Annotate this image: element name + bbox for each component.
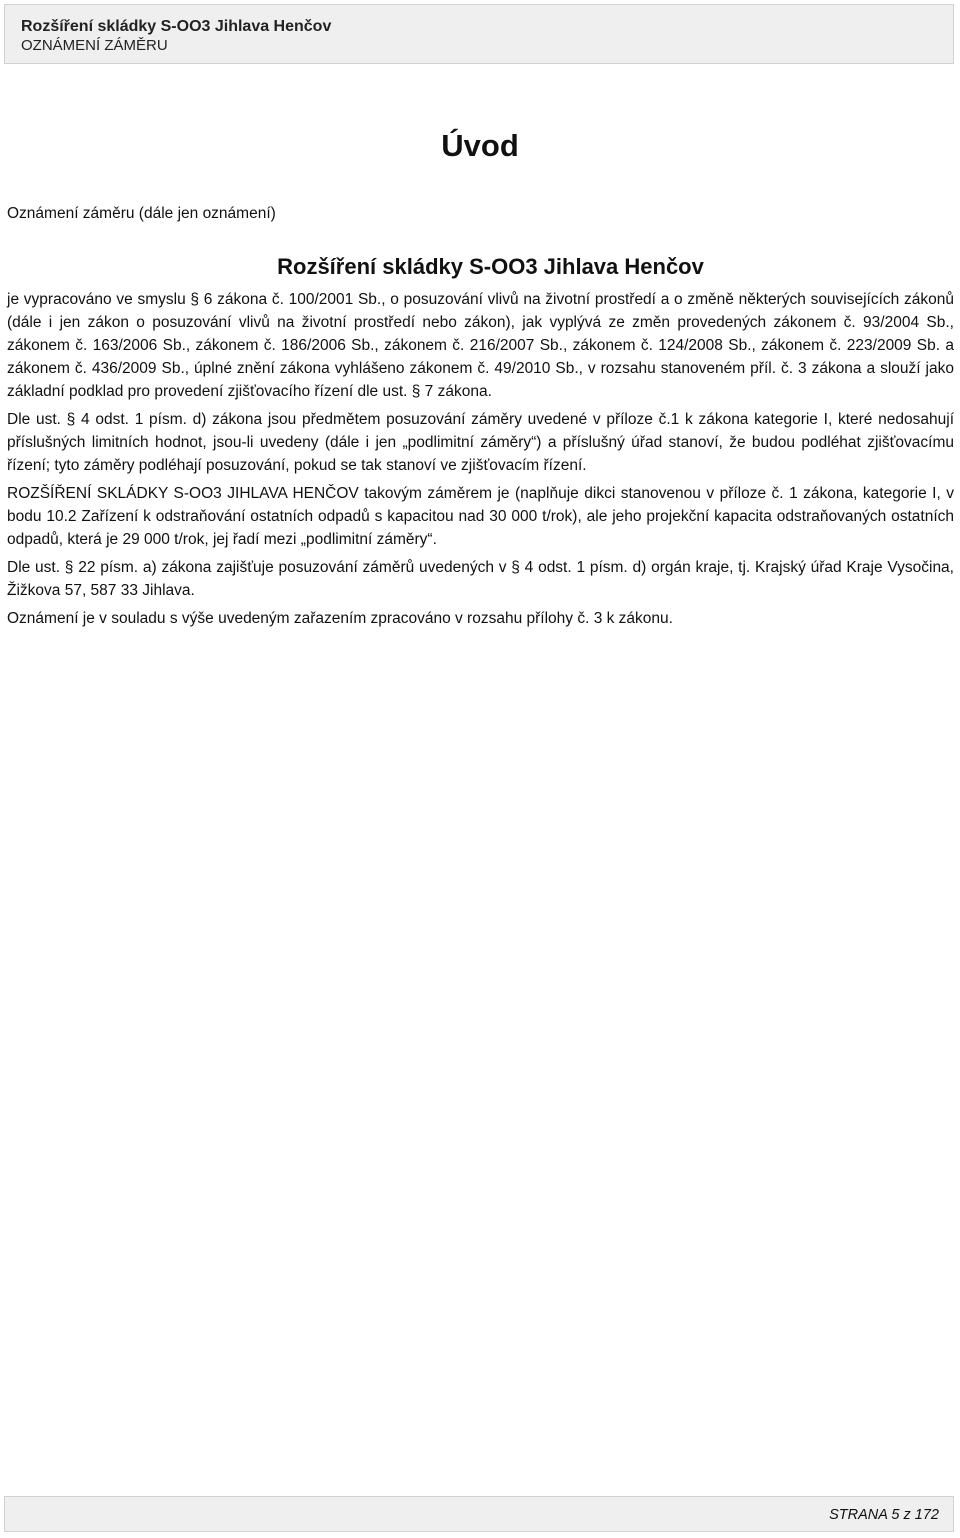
page-header — [4, 4, 954, 64]
paragraph-legal-basis: je vypracováno ve smyslu § 6 zákona č. 100/2001 Sb., o posuzování vlivů na životní prostředí a o změně některých souvisejících zákonů (dále i jen zákon o posuzování vlivů na životní prostředí nebo zákon), jak vyplývá ze změn provedených zákonem č. 93/2004 Sb., zákonem č. 163/2006 Sb., zákonem č. 186/2006 Sb., zákonem č. 216/2007 Sb., zákonem č. 124/2008 Sb., zákonem č. 223/2009 Sb. a zákonem č. 436/2009 Sb., úplné znění zákona vyhlášeno zákonem č. 49/2010 Sb., v rozsahu stanoveném příl. č. 3 zákona a slouží jako základní podklad pro provedení zjišťovacího řízení dle ust. § 7 zákona. — [7, 291, 954, 400]
page-number: STRANA 5 z 172 — [829, 1507, 939, 1523]
header-document-type: OZNÁMENÍ ZÁMĚRU — [21, 37, 168, 54]
document-body — [7, 202, 954, 635]
paragraph-competent-authority: Dle ust. § 22 písm. a) zákona zajišťuje posuzování záměrů uvedených v § 4 odst. 1 písm. d) orgán kraje, tj. Krajský úřad Kraje Vysočina, Žižkova 57, 587 33 Jihlava. — [7, 559, 954, 599]
header-project-title: Rozšíření skládky S-OO3 Jihlava Henčov — [21, 18, 332, 35]
section-title: Úvod — [441, 128, 519, 163]
paragraph-subject-of-assessment: Dle ust. § 4 odst. 1 písm. d) zákona jsou předmětem posuzování záměry uvedené v příloze č.1 k zákona kategorie I, které nedosahují příslušných limitních hodnot, jsou-li uvedeny (dále i jen „podlimitní záměry“) a příslušný úřad stanoví, že budou podléhat zjišťovacímu řízení; tyto záměry podléhají posuzování, pokud se tak stanoví ve zjišťovacím řízení. — [7, 411, 954, 474]
paragraph-conformity: Oznámení je v souladu s výše uvedeným zařazením zpracováno v rozsahu přílohy č. 3 k zákonu. — [7, 610, 673, 627]
paragraph-project-category: ROZŠÍŘENÍ SKLÁDKY S-OO3 JIHLAVA HENČOV takovým záměrem je (naplňuje dikci stanovenou v příloze č. 1 zákona, kategorie I, v bodu 10.2 Zařízení k odstraňování ostatních odpadů s kapacitou nad 30 000 t/rok), ale jeho projekční kapacita odstraňovaných ostatních odpadů, která je 29 000 t/rok, jej řadí mezi „podlimitní záměry“. — [7, 485, 954, 548]
project-title: Rozšíření skládky S-OO3 Jihlava Henčov — [277, 254, 704, 279]
page-footer — [4, 1496, 954, 1532]
intro-line: Oznámení záměru (dále jen oznámení) — [7, 205, 276, 222]
